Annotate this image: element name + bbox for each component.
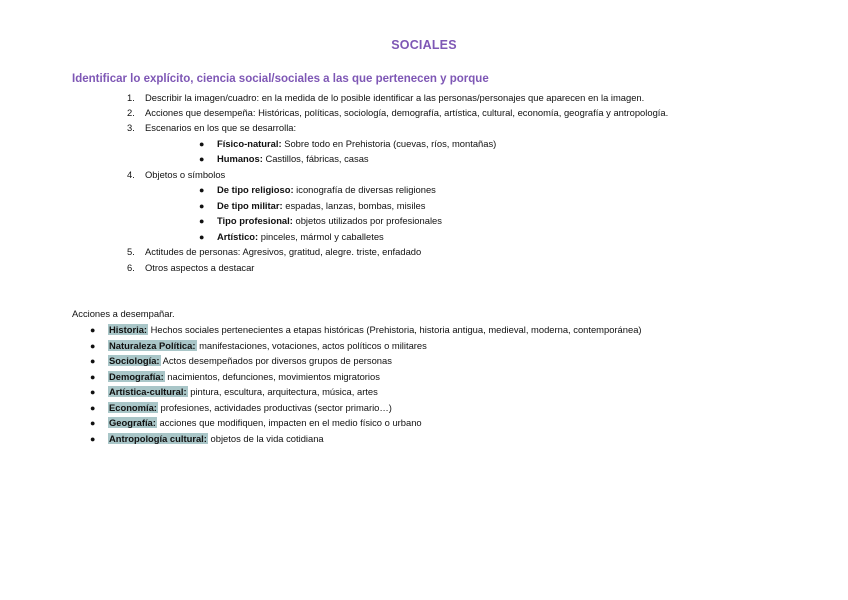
list-number: 5.: [127, 246, 135, 257]
list-item: [217, 184, 436, 196]
list-item: Otros aspectos a destacar: [145, 262, 255, 273]
item-text: acciones que modifiquen, impacten en el medio físico o urbano: [156, 417, 422, 428]
list-item: [108, 371, 380, 383]
item-text: nacimientos, defunciones, movimientos migratorios: [164, 371, 380, 382]
item-text: Hechos sociales pertenecientes a etapas históricas (Prehistoria, historia antigua, medieval, moderna, contemporánea): [148, 324, 642, 335]
list-number: 4.: [127, 169, 135, 180]
list-item: [108, 340, 427, 352]
bullet-icon: ●: [90, 325, 96, 335]
item-label: Artístico:: [217, 231, 259, 242]
list-item: [217, 231, 384, 243]
highlighted-label: Demografía:: [109, 371, 164, 382]
bullet-icon: ●: [199, 185, 205, 195]
list-item: [217, 215, 442, 227]
bullet-icon: ●: [199, 201, 205, 211]
list-item: [108, 355, 392, 367]
highlighted-label: Sociología:: [109, 355, 160, 366]
list-item: Escenarios en los que se desarrolla:: [145, 122, 297, 133]
item-label: De tipo religioso:: [217, 184, 294, 195]
list-item: Objetos o símbolos: [145, 169, 226, 180]
section-heading: Acciones a desempañar.: [72, 308, 175, 319]
bullet-icon: ●: [90, 372, 96, 382]
bullet-icon: ●: [199, 139, 205, 149]
document-subtitle: Identificar lo explícito, ciencia social/sociales a las que pertenecen y porque: [72, 73, 489, 85]
item-text: manifestaciones, votaciones, actos políticos o militares: [196, 340, 427, 351]
bullet-icon: ●: [199, 216, 205, 226]
list-number: 1.: [127, 92, 135, 103]
highlighted-label: Artística-cultural:: [109, 386, 187, 397]
list-item: [217, 138, 496, 150]
item-text: objetos de la vida cotidiana: [207, 433, 324, 444]
list-item: [108, 417, 422, 429]
list-item: Acciones que desempeña: Históricas, políticas, sociología, demografía, artística, cultural, economía, geografía y antropología.: [145, 107, 669, 118]
bullet-icon: ●: [199, 232, 205, 242]
bullet-icon: ●: [90, 356, 96, 366]
item-label: De tipo militar:: [217, 200, 283, 211]
document-title: SOCIALES: [391, 38, 457, 52]
list-item: [217, 153, 369, 165]
item-text: Actos desempeñados por diversos grupos de personas: [160, 355, 392, 366]
item-label: Físico-natural:: [217, 138, 282, 149]
list-item: [217, 200, 425, 212]
item-label: Tipo profesional:: [217, 215, 293, 226]
item-text: Sobre todo en Prehistoria (cuevas, ríos, montañas): [281, 138, 497, 149]
item-text: Castillos, fábricas, casas: [262, 153, 369, 164]
item-text: objetos utilizados por profesionales: [292, 215, 442, 226]
list-item: [108, 324, 642, 336]
list-item: [108, 433, 324, 445]
item-text: pinceles, mármol y caballetes: [258, 231, 384, 242]
bullet-icon: ●: [90, 341, 96, 351]
item-text: pintura, escultura, arquitectura, música, artes: [187, 386, 378, 397]
highlighted-label: Historia:: [109, 324, 148, 335]
bullet-icon: ●: [90, 418, 96, 428]
item-label: Humanos:: [217, 153, 263, 164]
item-text: iconografía de diversas religiones: [293, 184, 436, 195]
item-text: espadas, lanzas, bombas, misiles: [282, 200, 426, 211]
list-item: [108, 386, 378, 398]
bullet-icon: ●: [90, 403, 96, 413]
item-text: profesiones, actividades productivas (sector primario…): [157, 402, 392, 413]
list-number: 3.: [127, 122, 135, 133]
bullet-icon: ●: [199, 154, 205, 164]
highlighted-label: Naturaleza Política:: [109, 340, 196, 351]
highlighted-label: Geografía:: [109, 417, 156, 428]
highlighted-label: Economía:: [109, 402, 157, 413]
list-item: Describir la imagen/cuadro: en la medida de lo posible identificar a las personas/personajes que aparecen en la imagen.: [145, 92, 645, 103]
list-item: [108, 402, 392, 414]
highlighted-label: Antropología cultural:: [109, 433, 207, 444]
bullet-icon: ●: [90, 387, 96, 397]
list-number: 6.: [127, 262, 135, 273]
bullet-icon: ●: [90, 434, 96, 444]
list-item: Actitudes de personas: Agresivos, gratitud, alegre. triste, enfadado: [145, 246, 422, 257]
list-number: 2.: [127, 107, 135, 118]
